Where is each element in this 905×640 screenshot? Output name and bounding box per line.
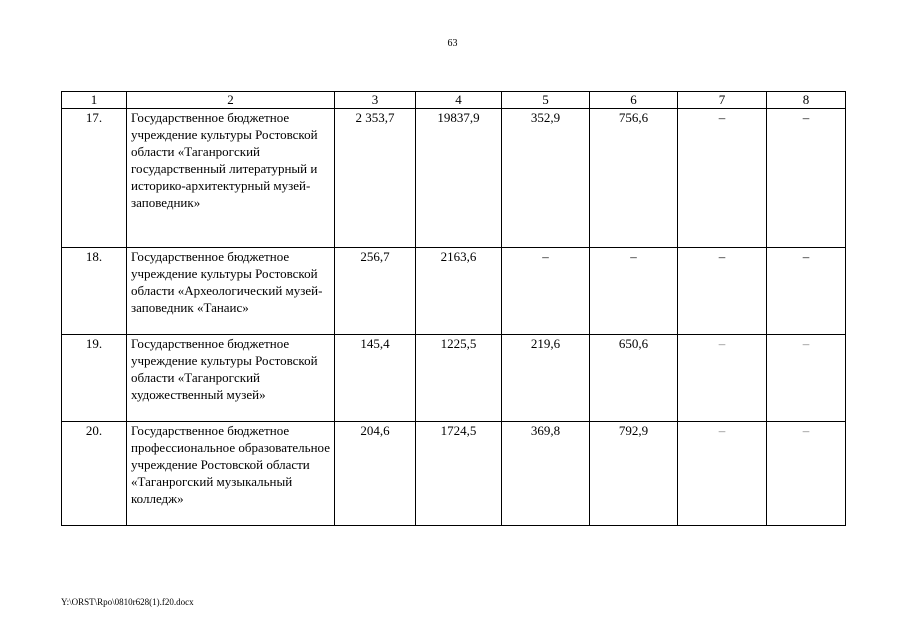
value-col-8: – [767, 248, 846, 335]
institution-name: Государственное бюджетное учреждение культуры Ростовской области «Археологический музей-заповедник «Танаис» [127, 248, 335, 335]
footer-file-path: Y:\ORST\Rpo\0810r628(1).f20.docx [61, 597, 194, 607]
column-header: 4 [416, 92, 502, 109]
value-col-3: 145,4 [335, 335, 416, 422]
value-col-7: – [678, 248, 767, 335]
row-number: 18. [62, 248, 127, 335]
column-header: 6 [590, 92, 678, 109]
value-col-4: 19837,9 [416, 109, 502, 248]
value-col-5: 219,6 [502, 335, 590, 422]
institution-name: Государственное бюджетное профессиональное образовательное учреждение Ростовской области «Таганрогский музыкальный колледж» [127, 422, 335, 526]
institution-name: Государственное бюджетное учреждение культуры Ростовской области «Таганрогский государственный литературный и историко-архитектурный музей-заповедник» [127, 109, 335, 248]
value-col-7: – [678, 335, 767, 422]
data-table [61, 91, 846, 526]
table-header-row [62, 92, 846, 109]
column-header: 3 [335, 92, 416, 109]
value-col-6: 756,6 [590, 109, 678, 248]
value-col-3: 256,7 [335, 248, 416, 335]
table-row [62, 422, 846, 526]
column-header: 1 [62, 92, 127, 109]
row-number: 20. [62, 422, 127, 526]
value-col-6: – [590, 248, 678, 335]
page-number: 63 [447, 38, 458, 49]
value-col-7: – [678, 109, 767, 248]
value-col-3: 204,6 [335, 422, 416, 526]
column-header: 2 [127, 92, 335, 109]
column-header: 5 [502, 92, 590, 109]
value-col-5: 352,9 [502, 109, 590, 248]
column-header: 8 [767, 92, 846, 109]
row-number: 19. [62, 335, 127, 422]
value-col-8: – [767, 335, 846, 422]
value-col-8: – [767, 109, 846, 248]
value-col-4: 1225,5 [416, 335, 502, 422]
row-number: 17. [62, 109, 127, 248]
value-col-6: 792,9 [590, 422, 678, 526]
table-row [62, 109, 846, 248]
table-row [62, 248, 846, 335]
value-col-5: 369,8 [502, 422, 590, 526]
value-col-4: 2163,6 [416, 248, 502, 335]
value-col-4: 1724,5 [416, 422, 502, 526]
value-col-5: – [502, 248, 590, 335]
value-col-6: 650,6 [590, 335, 678, 422]
value-col-7: – [678, 422, 767, 526]
value-col-3: 2 353,7 [335, 109, 416, 248]
value-col-8: – [767, 422, 846, 526]
column-header: 7 [678, 92, 767, 109]
table-row [62, 335, 846, 422]
institution-name: Государственное бюджетное учреждение культуры Ростовской области «Таганрогский художественный музей» [127, 335, 335, 422]
